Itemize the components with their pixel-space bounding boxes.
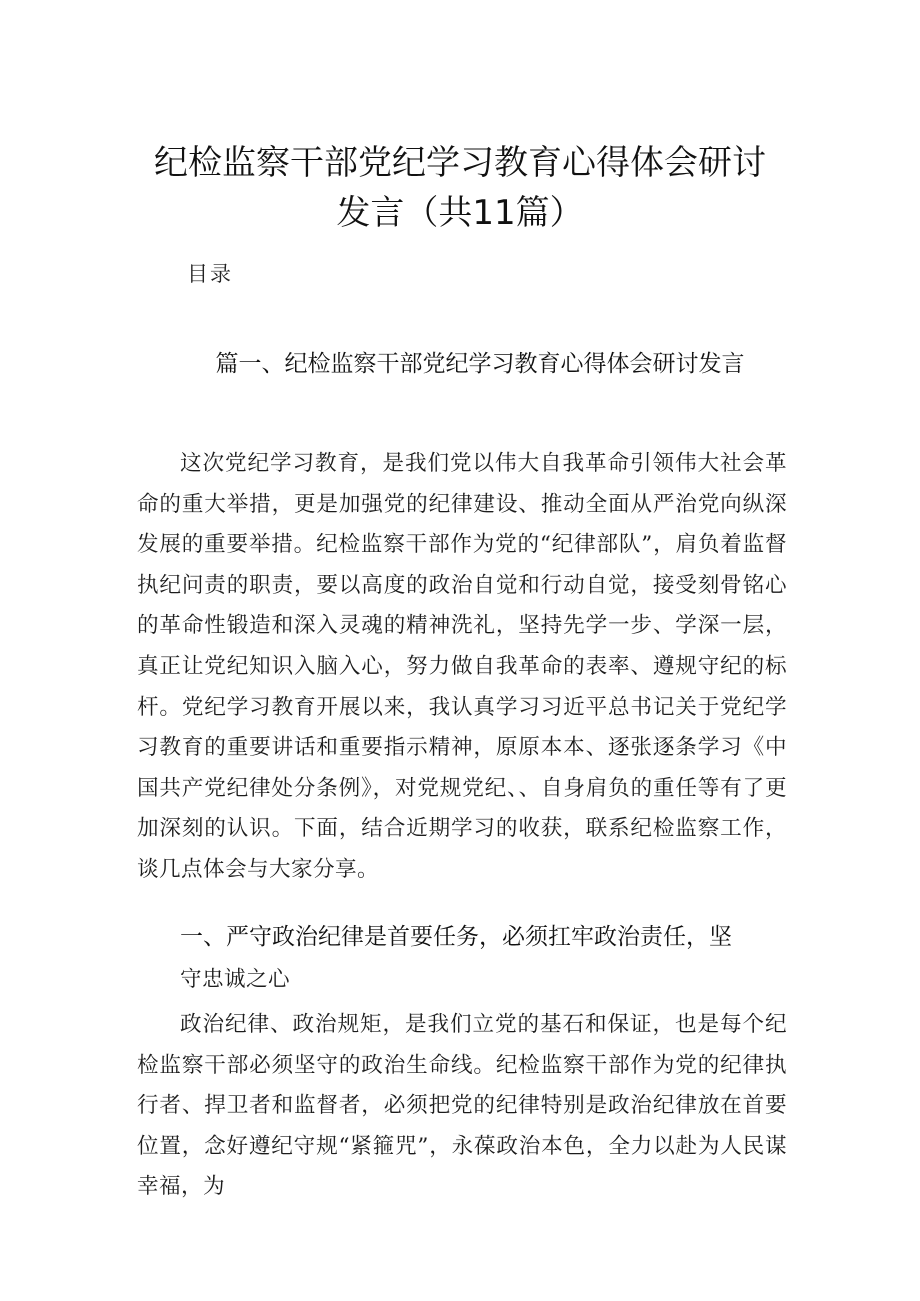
section-heading-1: 一、严守政治纪律是首要任务，必须扛牢政治责任，坚 xyxy=(180,924,732,950)
document-title xyxy=(0,138,920,238)
body-paragraph-2: 政治纪律、政治规矩，是我们立党的基石和保证，也是每个纪检监察干部必须坚守的政治生命线。纪检监察干部作为党的纪律执行者、捍卫者和监督者，必须把党的纪律特别是政治纪律放在首要位置，念好遵纪守规“紧箍咒”，永葆政治本色，全力以赴为人民谋幸福，为 xyxy=(137,1012,787,1200)
toc-label: 目录 xyxy=(187,262,233,286)
chapter-heading: 篇一、纪检监察干部党纪学习教育心得体会研讨发言 xyxy=(215,351,745,377)
body-paragraph-1: 这次党纪学习教育，是我们党以伟大自我革命引领伟大社会革命的重大举措，更是加强党的纪律建设、推动全面从严治党向纵深发展的重要举措。纪检监察干部作为党的“纪律部队”，肩负着监督执纪问责的职责，要以高度的政治自觉和行动自觉，接受刻骨铭心的革命性锻造和深入灵魂的精神洗礼，坚持先学一步、学深一层，真正让党纪知识入脑入心，努力做自我革命的表率、遵规守纪的标杆。党纪学习教育开展以来，我认真学习习近平总书记关于党纪学习教育的重要讲话和重要指示精神，原原本本、逐张逐条学习《中国共产党纪律处分条例》，对党规党纪、、自身肩负的重任等有了更加深刻的认识。下面，结合近期学习的收获，联系纪检监察工作，谈几点体会与大家分享。 xyxy=(137,451,787,882)
section-heading-1-continued: 守忠诚之心 xyxy=(180,967,290,992)
title-line-1: 纪检监察干部党纪学习教育心得体会研讨 xyxy=(154,143,766,183)
title-line-2: 发言（共11篇） xyxy=(336,193,584,233)
